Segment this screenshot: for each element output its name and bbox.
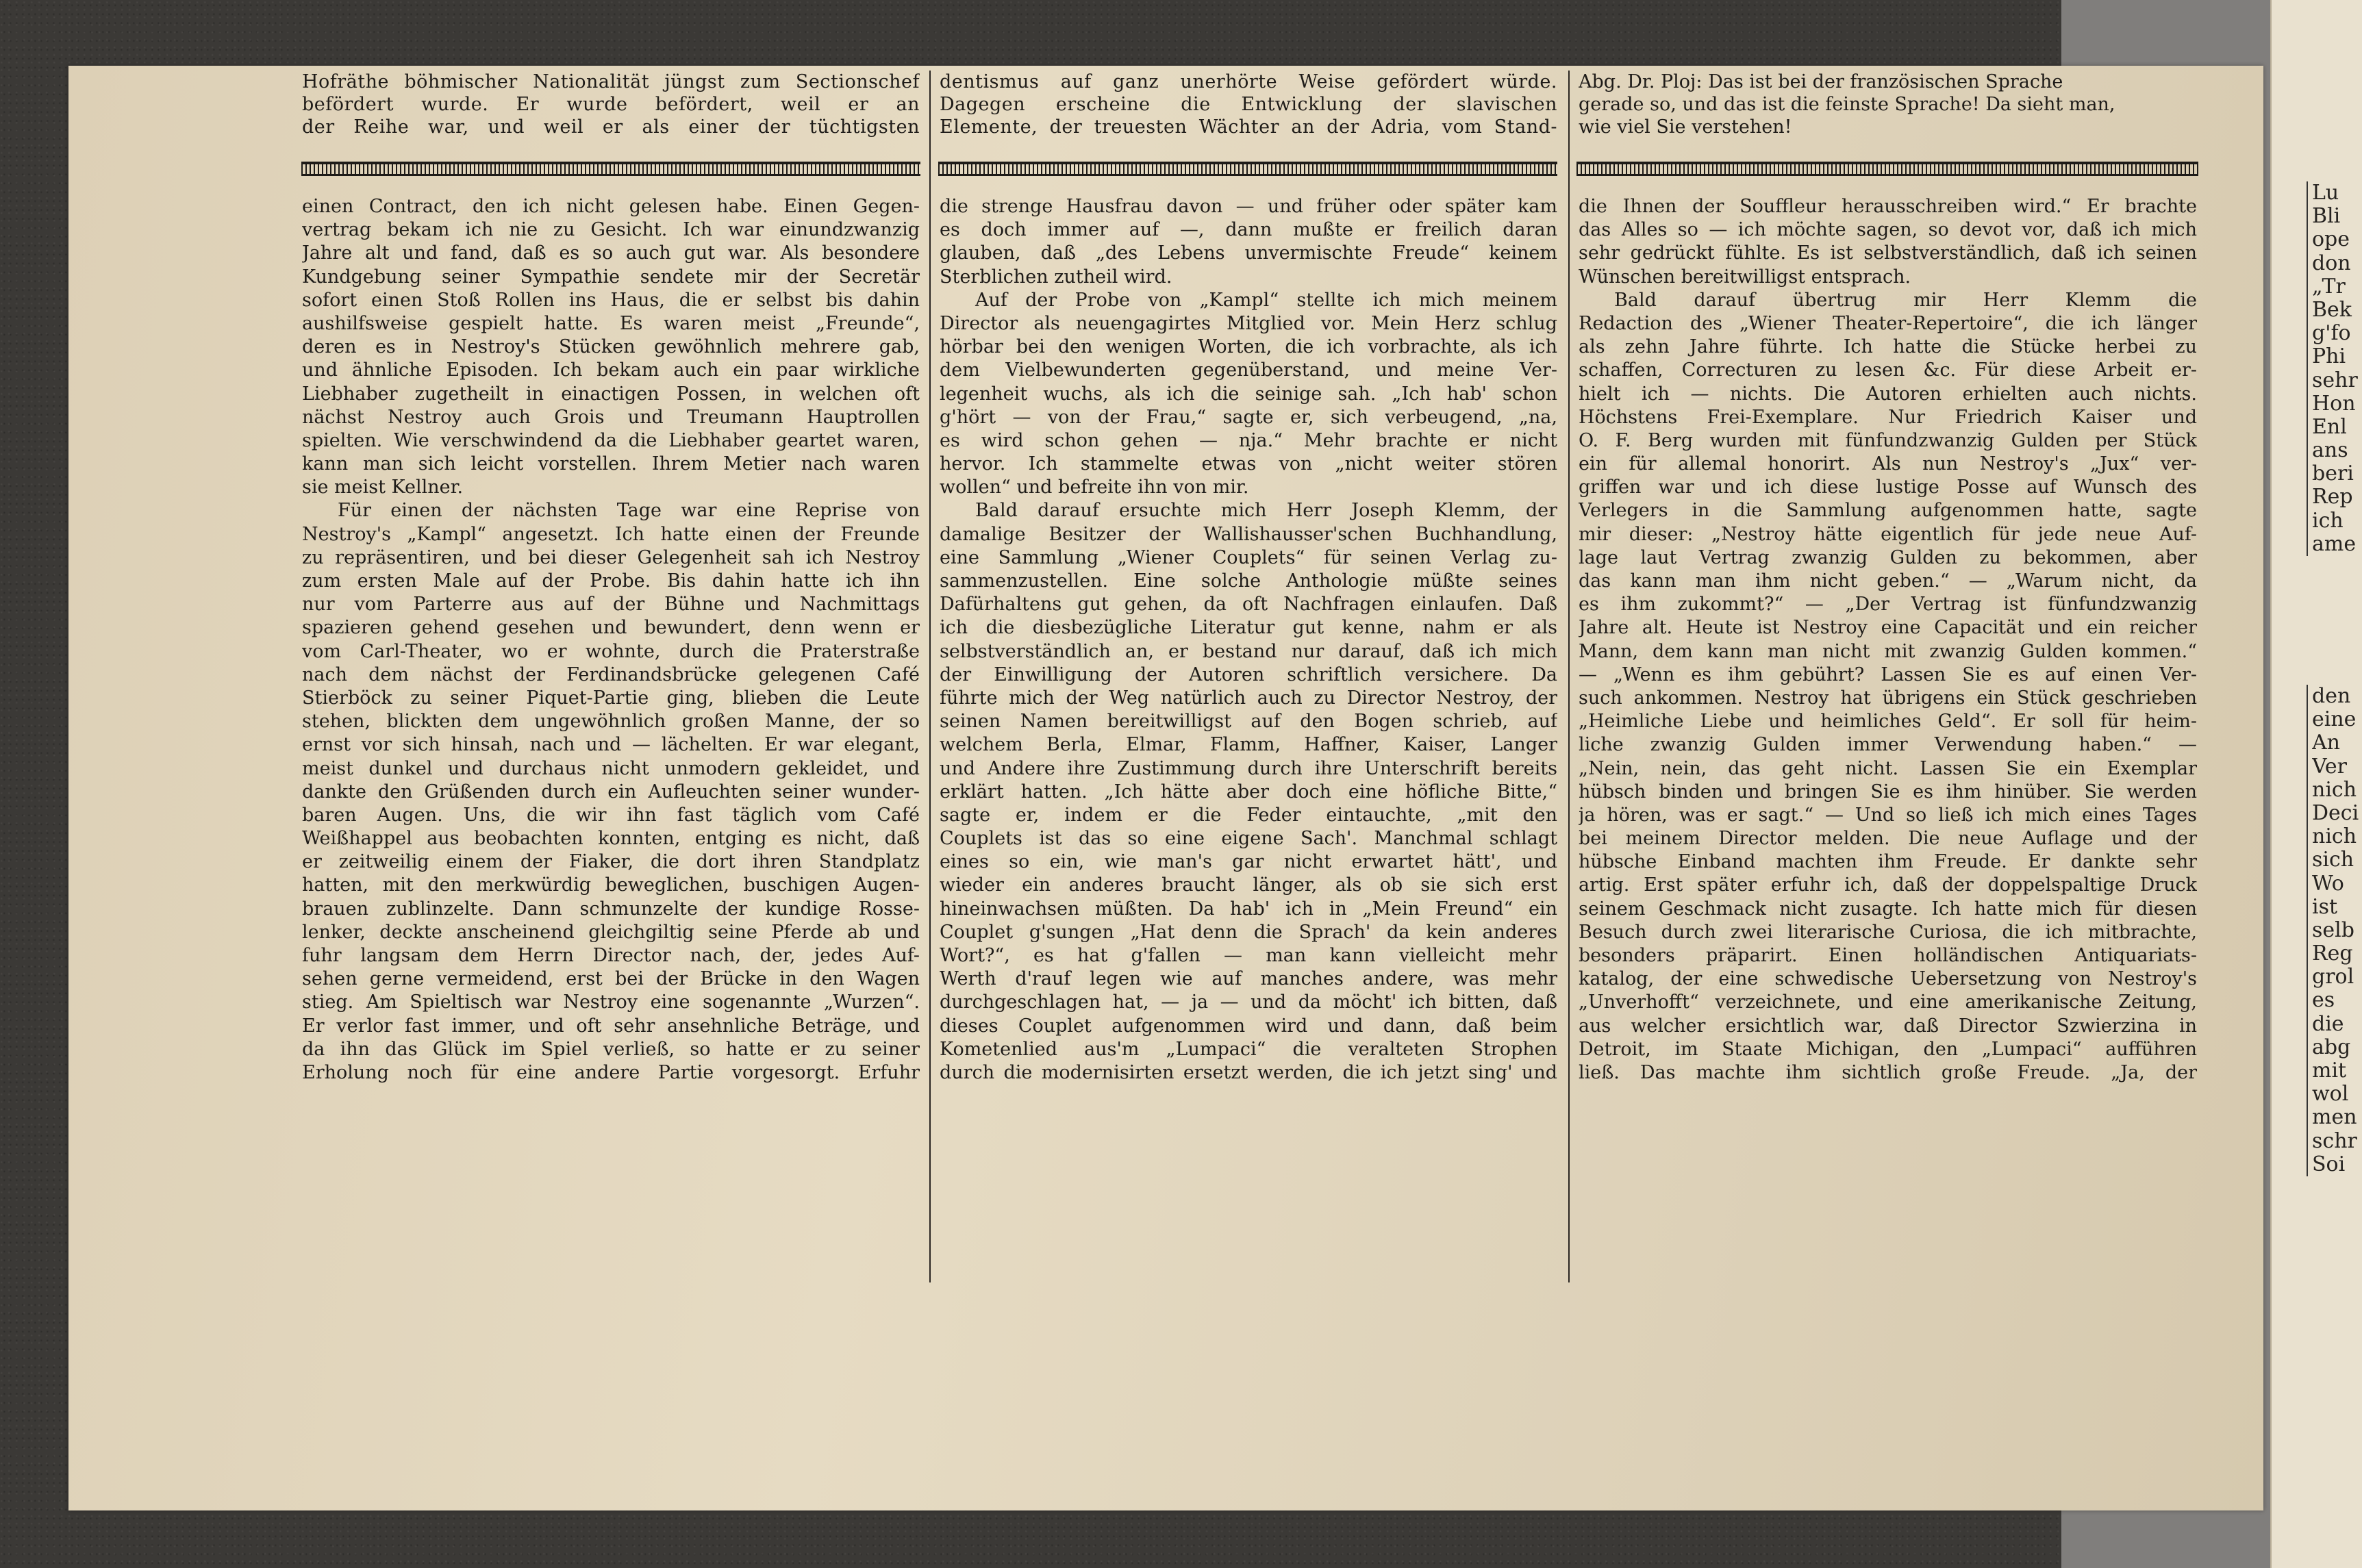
text-line: Jahre alt. Heute ist Nestroy eine Capacität und ein reicher (1579, 617, 2197, 639)
text-line: seinen Namen bereitwilligst auf den Bogen schrieb, auf (940, 711, 1557, 733)
text-line: „Unverhofft“ verzeichnete, und eine amerikanische Zeitung, (1579, 991, 2197, 1013)
text-line: Für einen der nächsten Tage war eine Reprise von (338, 500, 920, 522)
fragment-line: Soi (2312, 1152, 2346, 1176)
text-line: — „Wenn es ihm gebührt? Lassen Sie es auf einen Ver- (1579, 663, 2197, 685)
text-line: meist dunkel und durchaus nicht unmodern gekleidet, und (302, 757, 920, 779)
fragment-line: ame (2312, 532, 2357, 556)
fragment-line: An (2312, 731, 2340, 755)
text-line: legenheit wuchs, als ich die seinige sah. „Ich hab' schon (940, 383, 1557, 405)
text-line: Hofräthe böhmischer Nationalität jüngst zum Sectionschef (302, 71, 920, 92)
text-line: hübsche Einband machten ihm Freude. Er dankte sehr (1579, 851, 2197, 873)
text-line: Verlegers in die Sammlung aufgenommen hatte, sagte (1579, 500, 2197, 522)
text-line: selbstverständlich an, er bestand nur darauf, daß ich mich (940, 640, 1557, 662)
fragment-line: den (2312, 685, 2351, 708)
text-line: erklärt hatten. „Ich hätte aber doch eine höfliche Bitte,“ (940, 781, 1557, 802)
section-divider-rule (301, 162, 920, 176)
text-line: brauen zublinzelte. Dann schmunzelte der kundige Rosse- (302, 898, 920, 920)
fragment-line: mit (2312, 1059, 2347, 1083)
text-line: „Heimliche Liebe und heimliches Geld“. Er soll für heim- (1579, 711, 2197, 733)
text-line: es ihm zukommt?“ — „Der Vertrag ist fünfundzwanzig (1579, 594, 2197, 616)
text-line: liche zwanzig Gulden immer Verwendung haben.“ — (1579, 734, 2197, 756)
text-line: baren Augen. Uns, die wir ihn fast täglich vom Café (302, 804, 920, 826)
text-line: Stierböck zu seiner Piquet-Partie ging, blieben die Leute (302, 687, 920, 709)
fragment-line: ist (2312, 895, 2338, 919)
text-line: seinem Geschmack nicht zusagte. Ich hatte mich für diesen (1579, 898, 2197, 920)
text-line: aus welcher ersichtlich war, daß Director Szwierzina in (1579, 1015, 2197, 1037)
text-line: der Einwilligung der Autoren schriftlich versichere. Da (940, 663, 1557, 685)
fragment-line: Bli (2312, 205, 2341, 229)
top-column-2 (940, 71, 1557, 138)
fragment-line: Reg (2312, 942, 2353, 966)
text-line: hörbar bei den wenigen Worten, die ich vorbrachte, als ich (940, 336, 1557, 358)
text-line: schaffen, Correcturen zu lesen &c. Für diese Arbeit er- (1579, 359, 2197, 381)
text-line: stieg. Am Spieltisch war Nestroy eine sogenannte „Wurzen“. (302, 991, 920, 1013)
text-line: Kundgebung seiner Sympathie sendete mir der Secretär (302, 266, 920, 288)
text-line: nur vom Parterre aus auf der Bühne und Nachmittags (302, 594, 920, 616)
fragment-line: Lu (2312, 181, 2339, 205)
text-line: und ähnliche Episoden. Ich bekam auch ein paar wirkliche (302, 359, 920, 381)
fragment-line: ope (2312, 228, 2350, 252)
fragment-line: Wo (2312, 872, 2344, 896)
text-line: stehen, blickten dem ungewöhnlich großen Manne, der so (302, 711, 920, 733)
article-column-2 (940, 195, 1557, 1085)
text-line: bei meinem Director melden. Die neue Auflage und der (1579, 828, 2197, 850)
text-line: aushilfsweise gespielt hatte. Es waren meist „Freunde“, (302, 312, 920, 334)
text-line: lage laut Vertrag zwanzig Gulden zu bekommen, aber (1579, 546, 2197, 568)
text-line: Couplet g'sungen „Hat denn die Sprach' da kein anderes (940, 921, 1557, 943)
fragment-line: men (2312, 1106, 2357, 1130)
text-line: die strenge Hausfrau davon — und früher oder später kam (940, 196, 1557, 217)
text-line: da ihn das Glück im Spiel verließ, so hatte er zu seiner (302, 1038, 920, 1060)
text-line: Erholung noch für eine andere Partie vorgesorgt. Erfuhr (302, 1061, 920, 1083)
fragment-line: selb (2312, 918, 2354, 942)
text-line: damalige Besitzer der Wallishausser'schen Buchhandlung, (940, 523, 1557, 545)
text-line: befördert wurde. Er wurde befördert, weil er an (302, 94, 920, 115)
fragment-line: Rep (2312, 485, 2353, 509)
text-line: sehr gedrückt fühlte. Es ist selbstverständlich, daß ich seinen (1579, 242, 2197, 264)
text-line: sie meist Kellner. (302, 477, 464, 498)
text-line: wie viel Sie verstehen! (1579, 116, 1792, 138)
text-line: sofort einen Stoß Rollen ins Haus, die er selbst bis dahin (302, 289, 920, 311)
top-column-1 (302, 71, 920, 138)
text-line: griffen war und ich diese lustige Posse auf Wunsch des (1579, 477, 2197, 498)
fragment-line: Enl (2312, 415, 2347, 439)
fragment-line: ans (2312, 439, 2348, 463)
text-line: Director als neuengagirtes Mitglied vor. Mein Herz schlug (940, 312, 1557, 334)
text-line: Er verlor fast immer, und oft sehr ansehnliche Beträge, und (302, 1015, 920, 1037)
text-line: vertrag bekam ich nie zu Gesicht. Ich war einundzwanzig (302, 219, 920, 241)
adjacent-clipping-lower-lines (2307, 685, 2362, 1176)
text-line: Wort?“, es hat g'fallen — man kann vielleicht mehr (940, 945, 1557, 966)
text-line: hervor. Ich stammelte etwas von „nicht weiter stören (940, 453, 1557, 475)
fragment-line: grol (2312, 965, 2354, 989)
text-line: „Nein, nein, das geht nicht. Lassen Sie ein Exemplar (1579, 757, 2197, 779)
text-line: hielt ich — nichts. Die Autoren erhielten auch nichts. (1579, 383, 2197, 405)
text-line: Werth d'rauf legen wie auf manches andere, was mehr (940, 968, 1557, 990)
text-line: deren es in Nestroy's Stücken gewöhnlich mehrere gab, (302, 336, 920, 358)
text-line: Höchstens Frei-Exemplare. Nur Friedrich Kaiser und (1579, 406, 2197, 428)
fragment-line: schr (2312, 1129, 2357, 1153)
text-line: hatten, mit den merkwürdig beweglichen, buschigen Augen- (302, 874, 920, 896)
text-line: durchgeschlagen hat, — ja — und da möcht' ich bitten, daß (940, 991, 1557, 1013)
column-divider (1568, 71, 1570, 1282)
text-line: Sterblichen zutheil wird. (940, 266, 1172, 288)
text-line: O. F. Berg wurden mit fünfundzwanzig Gulden per Stück (1579, 429, 2197, 451)
text-line: ein für allemal honorirt. Als nun Nestroy's „Jux“ ver- (1579, 453, 2197, 475)
text-line: als zehn Jahre führte. Ich hatte die Stücke herbei zu (1579, 336, 2197, 358)
fragment-line: die (2312, 1012, 2344, 1036)
text-line: und Andere ihre Zustimmung durch ihre Unterschrift bereits (940, 757, 1557, 779)
section-divider-rule (1576, 162, 2198, 176)
text-line: ja hören, was er sagt.“ — Und so ließ ich mich eines Tages (1579, 804, 2197, 826)
fragment-line: nich (2312, 825, 2357, 849)
text-line: Couplets ist das so eine eigene Sach'. Manchmal schlagt (940, 828, 1557, 850)
text-line: spielten. Wie verschwindend da die Liebhaber geartet waren, (302, 429, 920, 451)
text-line: dentismus auf ganz unerhörte Weise gefördert würde. (940, 71, 1557, 92)
text-line: einen Contract, den ich nicht gelesen habe. Einen Gegen- (302, 196, 920, 217)
fragment-line: abg (2312, 1035, 2351, 1059)
fragment-line: sich (2312, 848, 2354, 872)
text-line: Bald darauf ersuchte mich Herr Joseph Klemm, der (975, 500, 1557, 522)
fragment-line: Phi (2312, 345, 2346, 369)
text-line: mir dieser: „Nestroy hätte eigentlich für jede neue Auf- (1579, 523, 2197, 545)
text-line: durch die modernisirten ersetzt werden, die ich jetzt sing' und (940, 1061, 1557, 1083)
text-line: eines so ein, wie man's gar nicht erwartet hätt', und (940, 851, 1557, 873)
text-line: g'hört — von der Frau,“ sagte er, sich verbeugend, „na, (940, 406, 1557, 428)
text-line: dieses Couplet aufgenommen wird und dann, daß beim (940, 1015, 1557, 1037)
text-line: die Ihnen der Souffleur herausschreiben wird.“ Er brachte (1579, 196, 2197, 217)
text-line: such ankommen. Nestroy hat übrigens ein Stück geschrieben (1579, 687, 2197, 709)
text-line: katalog, der eine schwedische Uebersetzung von Nestroy's (1579, 968, 2197, 990)
text-line: ließ. Das machte ihm sichtlich große Freude. „Ja, der (1579, 1061, 2197, 1083)
text-line: nächst Nestroy auch Grois und Treumann Hauptrollen (302, 406, 920, 428)
text-line: lenker, deckte anscheinend gleichgiltig seine Pferde ab und (302, 921, 920, 943)
text-line: Liebhaber zugetheilt in einactigen Possen, in welchen oft (302, 383, 920, 405)
fragment-line: g'fo (2312, 322, 2351, 346)
fragment-line: beri (2312, 462, 2354, 486)
text-line: er zeitweilig einem der Fiaker, die dort ihren Standplatz (302, 851, 920, 873)
text-line: dem Vielbewunderten gegenüberstand, und meine Ver- (940, 359, 1557, 381)
fragment-line: wol (2312, 1083, 2349, 1107)
fragment-line: ich (2312, 509, 2344, 533)
fragment-line: don (2312, 251, 2351, 275)
text-line: führte mich der Weg natürlich auch zu Director Nestroy, der (940, 687, 1557, 709)
text-line: Elemente, der treuesten Wächter an der Adria, vom Stand- (940, 116, 1557, 138)
text-line: vom Carl-Theater, wo er wohnte, durch die Praterstraße (302, 640, 920, 662)
text-line: Dafürhaltens gut gehen, da oft Nachfragen einlaufen. Daß (940, 594, 1557, 616)
text-line: zum ersten Male auf der Probe. Bis dahin hatte ich ihn (302, 570, 920, 592)
text-line: das kann man ihm nicht geben.“ — „Warum nicht, da (1579, 570, 2197, 592)
text-line: nach dem nächst der Ferdinandsbrücke gelegenen Café (302, 663, 920, 685)
section-divider-rule (938, 162, 1557, 176)
text-line: Kometenlied aus'm „Lumpaci“ die veralteten Strophen (940, 1038, 1557, 1060)
text-line: eine Sammlung „Wiener Couplets“ für seinen Verlag zu- (940, 546, 1557, 568)
text-line: Auf der Probe von „Kampl“ stellte ich mich meinem (975, 289, 1557, 311)
text-line: sagte er, indem er die Feder eintauchte, „mit den (940, 804, 1557, 826)
article-column-3 (1579, 195, 2197, 1085)
text-line: zu repräsentiren, und bei dieser Gelegenheit sah ich Nestroy (302, 546, 920, 568)
text-line: hineinwachsen müßten. Da hab' ich in „Mein Freund“ ein (940, 898, 1557, 920)
text-line: Abg. Dr. Ploj: Das ist bei der französischen Sprache (1579, 71, 2063, 92)
column-divider (929, 71, 931, 1282)
fragment-line: „Tr (2312, 275, 2346, 299)
adjacent-clipping-upper-lines (2307, 181, 2362, 556)
fragment-line: Ver (2312, 755, 2348, 779)
text-line: sehen gerne vermeidend, erst bei der Brücke in den Wagen (302, 968, 920, 990)
text-line: glauben, daß „des Lebens unvermischte Freude“ keinem (940, 242, 1557, 264)
top-column-3 (1579, 71, 2197, 138)
text-line: artig. Erst später erfuhr ich, daß der doppelspaltige Druck (1579, 874, 2197, 896)
text-line: fuhr langsam dem Herrn Director nach, der, jedes Auf- (302, 945, 920, 966)
fragment-line: Bek (2312, 298, 2352, 322)
text-line: es wird schon gehen — nja.“ Mehr brachte er nicht (940, 429, 1557, 451)
fragment-line: es (2312, 989, 2335, 1013)
text-line: Detroit, im Staate Michigan, den „Lumpaci“ aufführen (1579, 1038, 2197, 1060)
fragment-line: Hon (2312, 392, 2356, 416)
fragment-line: eine (2312, 708, 2357, 732)
text-line: das Alles so — ich möchte sagen, so devot vor, daß ich mich (1579, 219, 2197, 241)
text-line: Bald darauf übertrug mir Herr Klemm die (1614, 289, 2197, 311)
text-line: Dagegen erscheine die Entwicklung der slavischen (940, 94, 1557, 115)
text-line: Besuch durch zwei literarische Curiosa, die ich mitbrachte, (1579, 921, 2197, 943)
text-line: Redaction des „Wiener Theater-Repertoire“, die ich länger (1579, 312, 2197, 334)
text-line: gerade so, und das ist die feinste Sprache! Da sieht man, (1579, 94, 2115, 115)
text-line: welchem Berla, Elmar, Flamm, Haffner, Kaiser, Langer (940, 734, 1557, 756)
fragment-line: sehr (2312, 368, 2358, 392)
text-line: kann man sich leicht vorstellen. Ihrem Metier nach waren (302, 453, 920, 475)
article-column-1 (302, 195, 920, 1085)
text-line: wieder ein anderes braucht länger, als ob sie sich erst (940, 874, 1557, 896)
text-line: wollen“ und befreite ihn von mir. (940, 477, 1249, 498)
fragment-line: Deci (2312, 801, 2359, 825)
text-line: Mann, dem kann man nicht mit zwanzig Gulden kommen.“ (1579, 640, 2197, 662)
text-line: hübsch binden und bringen Sie es ihm hinüber. Sie werden (1579, 781, 2197, 802)
text-line: es doch immer auf —, dann mußte er freilich daran (940, 219, 1557, 241)
text-line: besonders präparirt. Einen holländischen Antiquariats- (1579, 945, 2197, 966)
text-line: Jahre alt und fand, daß es so auch gut war. Als besondere (302, 242, 920, 264)
text-line: Wünschen bereitwilligst entsprach. (1579, 266, 1911, 288)
text-line: sammenzustellen. Eine solche Anthologie müßte seines (940, 570, 1557, 592)
fragment-line: nich (2312, 778, 2357, 802)
text-line: ernst vor sich hinsah, nach und — lächelten. Er war elegant, (302, 734, 920, 756)
text-line: Weißhappel aus beobachten konnten, entging es nicht, daß (302, 828, 920, 850)
text-line: dankte den Grüßenden durch ein Aufleuchten seiner wunder- (302, 781, 920, 802)
text-line: der Reihe war, und weil er als einer der tüchtigsten (302, 116, 920, 138)
text-line: spazieren gehend gesehen und bewundert, denn wenn er (302, 617, 920, 639)
text-line: ich die diesbezügliche Literatur gut kenne, nahm er als (940, 617, 1557, 639)
text-line: Nestroy's „Kampl“ angesetzt. Ich hatte einen der Freunde (302, 523, 920, 545)
